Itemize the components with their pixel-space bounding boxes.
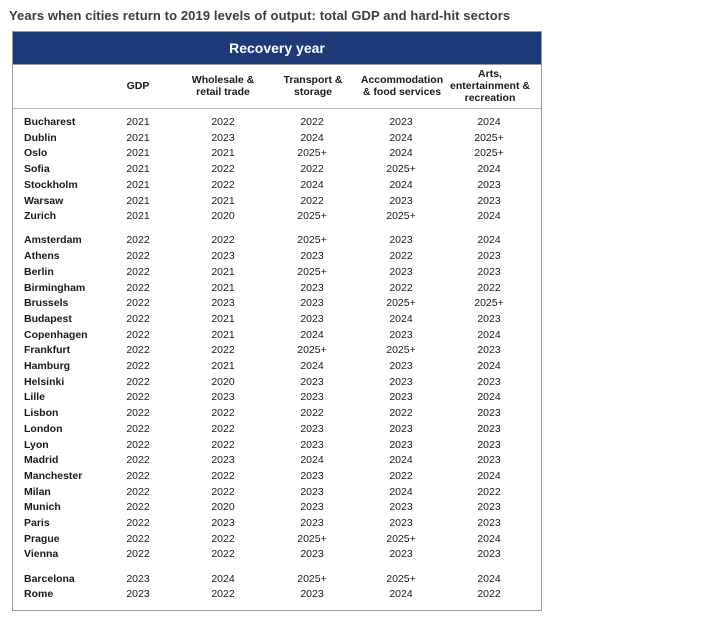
- arts-year: 2023: [477, 548, 501, 561]
- arts-year: 2023: [477, 517, 501, 529]
- gdp-year: 2021: [126, 131, 150, 144]
- table-row: [13, 296, 541, 312]
- accommodation-year: 2023: [389, 422, 413, 435]
- arts-year: 2023: [477, 422, 501, 435]
- wholesale-year: 2020: [211, 501, 235, 514]
- transport-year: 2023: [300, 250, 324, 263]
- arts-year: 2024: [477, 163, 501, 176]
- arts-year: 2024: [477, 532, 501, 545]
- wholesale-year: 2021: [211, 194, 235, 207]
- transport-year: 2024: [300, 131, 324, 144]
- arts-year: 2023: [477, 312, 501, 325]
- table-row: [13, 438, 541, 454]
- city-name: Manchester: [24, 469, 83, 482]
- wholesale-year: 2021: [211, 281, 235, 294]
- gdp-year: 2022: [126, 532, 150, 545]
- accommodation-year: 2023: [389, 548, 413, 561]
- column-header-transport: Transport & storage: [283, 74, 343, 98]
- table-row: [13, 115, 541, 131]
- arts-year: 2023: [477, 265, 501, 278]
- gdp-year: 2022: [126, 485, 150, 498]
- accommodation-year: 2024: [389, 131, 413, 144]
- gdp-year: 2023: [126, 572, 150, 585]
- column-header-wholesale: Wholesale & retail trade: [191, 74, 255, 98]
- transport-year: 2023: [300, 422, 324, 435]
- transport-year: 2023: [300, 501, 324, 514]
- city-name: Lille: [24, 391, 46, 404]
- city-name: Milan: [24, 485, 51, 498]
- table-row: [13, 265, 541, 281]
- accommodation-year: 2023: [389, 360, 413, 372]
- arts-year: 2024: [477, 116, 501, 128]
- city-name: Berlin: [24, 265, 54, 278]
- transport-year: 2023: [300, 485, 324, 498]
- arts-year: 2024: [477, 210, 501, 223]
- arts-year: 2025+: [474, 147, 504, 160]
- table-row: [13, 453, 541, 469]
- accommodation-year: 2024: [389, 312, 413, 325]
- gdp-year: 2022: [126, 344, 150, 357]
- city-name: Bucharest: [24, 116, 76, 128]
- wholesale-year: 2023: [211, 517, 235, 529]
- transport-year: 2022: [300, 194, 324, 207]
- table-row: [13, 547, 541, 563]
- wholesale-year: 2023: [211, 250, 235, 263]
- transport-year: 2023: [300, 548, 324, 561]
- gdp-year: 2023: [126, 588, 150, 601]
- accommodation-year: 2022: [389, 281, 413, 294]
- arts-year: 2024: [477, 572, 501, 585]
- transport-year: 2024: [300, 360, 324, 372]
- table-row: [13, 390, 541, 406]
- transport-year: 2023: [300, 297, 324, 310]
- wholesale-year: 2022: [211, 163, 235, 176]
- wholesale-year: 2022: [211, 532, 235, 545]
- wholesale-year: 2022: [211, 422, 235, 435]
- arts-year: 2023: [477, 438, 501, 451]
- gdp-year: 2022: [126, 454, 150, 467]
- wholesale-year: 2022: [211, 469, 235, 482]
- city-name: Zurich: [24, 210, 57, 223]
- transport-year: 2023: [300, 469, 324, 482]
- city-name: Athens: [24, 250, 60, 263]
- city-name: Prague: [24, 532, 60, 545]
- gdp-year: 2022: [126, 265, 150, 278]
- gdp-year: 2021: [126, 194, 150, 207]
- transport-year: 2025+: [297, 234, 327, 247]
- gdp-year: 2021: [126, 163, 150, 176]
- city-name: Oslo: [24, 147, 48, 160]
- table-row: [13, 233, 541, 249]
- gdp-year: 2022: [126, 548, 150, 561]
- arts-year: 2023: [477, 178, 501, 191]
- accommodation-year: 2024: [389, 147, 413, 160]
- arts-year: 2025+: [474, 131, 504, 144]
- header-divider: [13, 108, 541, 109]
- wholesale-year: 2023: [211, 391, 235, 404]
- table-row: [13, 469, 541, 485]
- transport-year: 2023: [300, 517, 324, 529]
- accommodation-year: 2023: [389, 391, 413, 404]
- city-name: Madrid: [24, 454, 59, 467]
- transport-year: 2025+: [297, 265, 327, 278]
- wholesale-year: 2022: [211, 344, 235, 357]
- city-name: Paris: [24, 517, 50, 529]
- transport-year: 2025+: [297, 344, 327, 357]
- table-row: [13, 587, 541, 603]
- accommodation-year: 2023: [389, 501, 413, 514]
- arts-year: 2023: [477, 454, 501, 467]
- city-name: Amsterdam: [24, 234, 82, 247]
- arts-year: 2023: [477, 501, 501, 514]
- transport-year: 2023: [300, 312, 324, 325]
- accommodation-year: 2024: [389, 588, 413, 601]
- wholesale-year: 2022: [211, 116, 235, 128]
- wholesale-year: 2022: [211, 178, 235, 191]
- table-row: [13, 194, 541, 210]
- accommodation-year: 2022: [389, 250, 413, 263]
- gdp-year: 2022: [126, 501, 150, 514]
- wholesale-year: 2022: [211, 588, 235, 601]
- gdp-year: 2022: [126, 422, 150, 435]
- table-row: [13, 359, 541, 375]
- transport-year: 2024: [300, 454, 324, 467]
- arts-year: 2022: [477, 281, 501, 294]
- city-name: Barcelona: [24, 572, 75, 585]
- wholesale-year: 2021: [211, 147, 235, 160]
- wholesale-year: 2022: [211, 438, 235, 451]
- city-name: Budapest: [24, 312, 72, 325]
- gdp-year: 2021: [126, 147, 150, 160]
- table-row: [13, 312, 541, 328]
- wholesale-year: 2023: [211, 297, 235, 310]
- wholesale-year: 2022: [211, 548, 235, 561]
- gdp-year: 2022: [126, 312, 150, 325]
- arts-year: 2024: [477, 360, 501, 372]
- arts-year: 2022: [477, 588, 501, 601]
- city-name: Munich: [24, 501, 61, 514]
- accommodation-year: 2022: [389, 407, 413, 420]
- accommodation-year: 2023: [389, 438, 413, 451]
- arts-year: 2025+: [474, 297, 504, 310]
- wholesale-year: 2021: [211, 328, 235, 341]
- city-name: Hamburg: [24, 360, 71, 372]
- table-row: [13, 422, 541, 438]
- city-name: Sofia: [24, 163, 50, 176]
- transport-year: 2025+: [297, 210, 327, 223]
- gdp-year: 2022: [126, 469, 150, 482]
- city-name: Vienna: [24, 548, 59, 561]
- gdp-year: 2022: [126, 517, 150, 529]
- page-title: Years when cities return to 2019 levels of output: total GDP and hard-hit sectors: [9, 8, 511, 23]
- accommodation-year: 2024: [389, 485, 413, 498]
- city-name: Copenhagen: [24, 328, 88, 341]
- wholesale-year: 2021: [211, 360, 235, 372]
- accommodation-year: 2025+: [386, 532, 416, 545]
- transport-year: 2023: [300, 391, 324, 404]
- column-header-accommodation: Accommodation & food services: [360, 74, 444, 98]
- accommodation-year: 2023: [389, 116, 413, 128]
- city-name: Brussels: [24, 297, 69, 310]
- accommodation-year: 2024: [389, 454, 413, 467]
- gdp-year: 2022: [126, 297, 150, 310]
- transport-year: 2023: [300, 375, 324, 388]
- wholesale-year: 2022: [211, 234, 235, 247]
- city-name: Helsinki: [24, 375, 65, 388]
- table-row: [13, 485, 541, 501]
- accommodation-year: 2023: [389, 234, 413, 247]
- wholesale-year: 2022: [211, 407, 235, 420]
- transport-year: 2025+: [297, 147, 327, 160]
- table-row: [13, 406, 541, 422]
- table-row: [13, 375, 541, 391]
- wholesale-year: 2020: [211, 210, 235, 223]
- accommodation-year: 2022: [389, 469, 413, 482]
- accommodation-year: 2025+: [386, 210, 416, 223]
- wholesale-year: 2024: [211, 572, 235, 585]
- table-row: [13, 281, 541, 297]
- accommodation-year: 2023: [389, 328, 413, 341]
- city-name: Frankfurt: [24, 344, 71, 357]
- table-row: [13, 500, 541, 516]
- wholesale-year: 2023: [211, 454, 235, 467]
- accommodation-year: 2023: [389, 375, 413, 388]
- arts-year: 2023: [477, 375, 501, 388]
- gdp-year: 2022: [126, 234, 150, 247]
- arts-year: 2023: [477, 250, 501, 263]
- gdp-year: 2022: [126, 438, 150, 451]
- wholesale-year: 2021: [211, 312, 235, 325]
- column-header-row: [13, 65, 541, 107]
- column-header-gdp: GDP: [126, 80, 150, 92]
- table-row: [13, 572, 541, 588]
- transport-year: 2025+: [297, 532, 327, 545]
- transport-year: 2022: [300, 116, 324, 128]
- city-name: Dublin: [24, 131, 57, 144]
- city-name: Rome: [24, 588, 54, 601]
- city-name: Lyon: [24, 438, 49, 451]
- accommodation-year: 2025+: [386, 297, 416, 310]
- table-row: [13, 249, 541, 265]
- city-name: Warsaw: [24, 194, 64, 207]
- transport-year: 2024: [300, 328, 324, 341]
- table-row: [13, 516, 541, 532]
- recovery-table: [12, 31, 542, 611]
- wholesale-year: 2021: [211, 265, 235, 278]
- table-row: [13, 146, 541, 162]
- accommodation-year: 2024: [389, 178, 413, 191]
- arts-year: 2024: [477, 469, 501, 482]
- accommodation-year: 2025+: [386, 344, 416, 357]
- table-row: [13, 343, 541, 359]
- wholesale-year: 2022: [211, 485, 235, 498]
- gdp-year: 2022: [126, 328, 150, 341]
- arts-year: 2024: [477, 391, 501, 404]
- gdp-year: 2021: [126, 116, 150, 128]
- transport-year: 2023: [300, 281, 324, 294]
- gdp-year: 2021: [126, 210, 150, 223]
- gdp-year: 2022: [126, 375, 150, 388]
- table-row: [13, 162, 541, 178]
- gdp-year: 2022: [126, 281, 150, 294]
- accommodation-year: 2023: [389, 517, 413, 529]
- transport-year: 2025+: [297, 572, 327, 585]
- accommodation-year: 2023: [389, 265, 413, 278]
- table-row: [13, 532, 541, 548]
- transport-year: 2022: [300, 163, 324, 176]
- arts-year: 2023: [477, 194, 501, 207]
- city-name: Lisbon: [24, 407, 59, 420]
- transport-year: 2024: [300, 178, 324, 191]
- arts-year: 2024: [477, 328, 501, 341]
- table-row: [13, 131, 541, 147]
- city-name: London: [24, 422, 63, 435]
- wholesale-year: 2023: [211, 131, 235, 144]
- wholesale-year: 2020: [211, 375, 235, 388]
- column-header-arts: Arts, entertainment & recreation: [450, 68, 530, 104]
- transport-year: 2022: [300, 407, 324, 420]
- table-row: [13, 209, 541, 225]
- gdp-year: 2021: [126, 178, 150, 191]
- arts-year: 2022: [477, 485, 501, 498]
- table-banner: Recovery year: [13, 32, 541, 64]
- gdp-year: 2022: [126, 360, 150, 372]
- city-name: Stockholm: [24, 178, 78, 191]
- table-row: [13, 178, 541, 194]
- gdp-year: 2022: [126, 407, 150, 420]
- transport-year: 2023: [300, 438, 324, 451]
- arts-year: 2024: [477, 234, 501, 247]
- accommodation-year: 2025+: [386, 572, 416, 585]
- arts-year: 2023: [477, 344, 501, 357]
- gdp-year: 2022: [126, 250, 150, 263]
- transport-year: 2023: [300, 588, 324, 601]
- accommodation-year: 2025+: [386, 163, 416, 176]
- arts-year: 2023: [477, 407, 501, 420]
- city-name: Birmingham: [24, 281, 86, 294]
- table-row: [13, 328, 541, 344]
- accommodation-year: 2023: [389, 194, 413, 207]
- gdp-year: 2022: [126, 391, 150, 404]
